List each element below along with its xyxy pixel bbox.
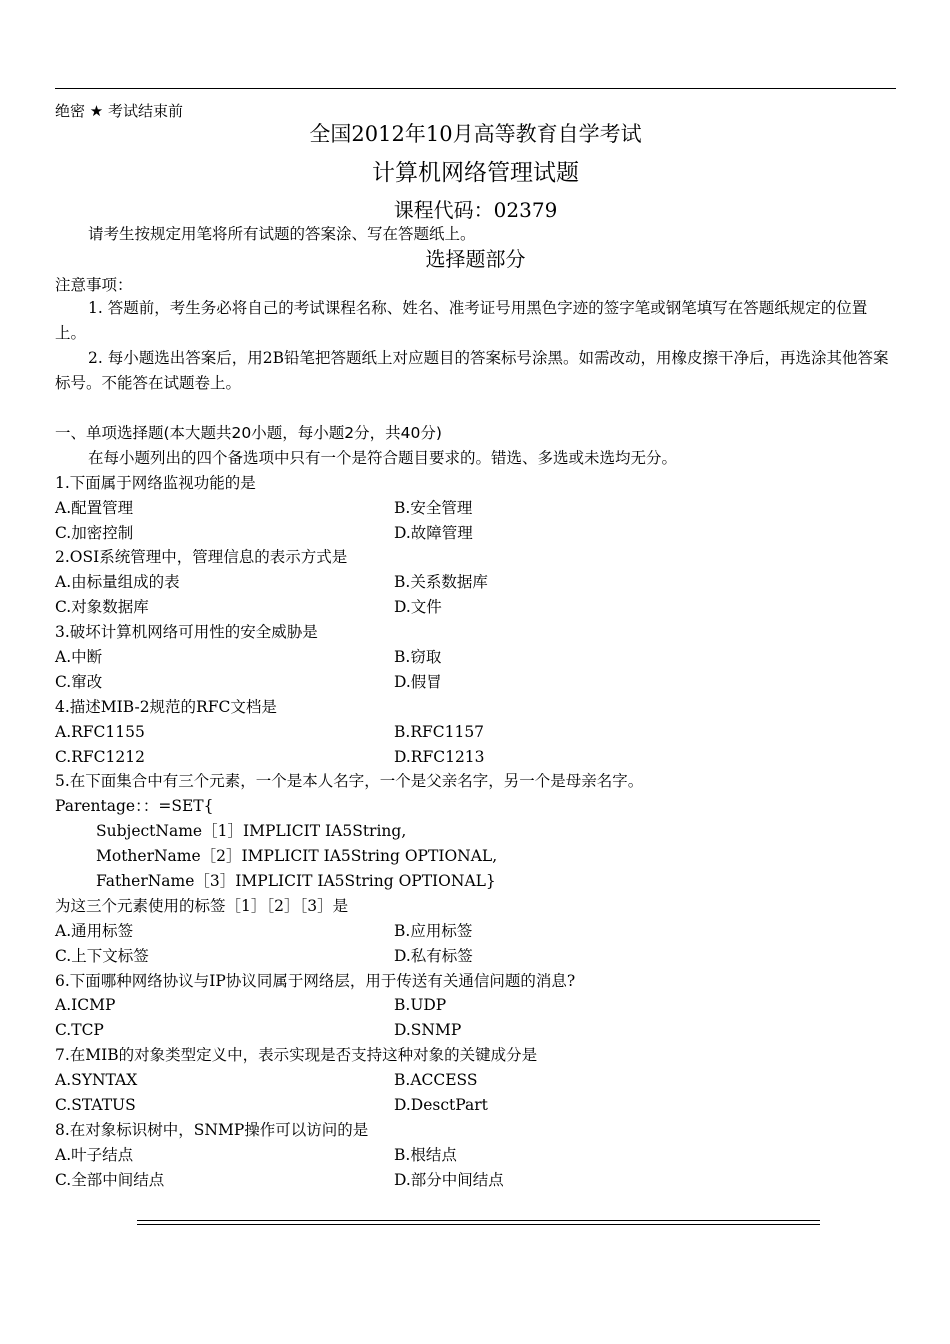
question-5-code-line: SubjectName［1］IMPLICIT IA5String, xyxy=(96,822,407,840)
note-item-2: 2. 每小题选出答案后，用2B铅笔把答题纸上对应题目的答案标号涂黑。如需改动，用橡皮擦干净后，再选涂其他答案标号。不能答在试题卷上。 xyxy=(55,349,889,392)
question-5-option-d: D.私有标签 xyxy=(394,947,473,965)
question-3-option-b: B.窃取 xyxy=(394,648,442,666)
question-4-stem: 4.描述MIB-2规范的RFC文档是 xyxy=(55,698,277,716)
top-rule xyxy=(55,88,896,89)
answer-instruction: 请考生按规定用笔将所有试题的答案涂、写在答题纸上。 xyxy=(88,225,476,243)
question-6-option-b: B.UDP xyxy=(394,996,447,1014)
question-5-tail: 为这三个元素使用的标签［1］［2］［3］是 xyxy=(55,897,349,915)
question-7-option-d: D.DesctPart xyxy=(394,1096,488,1114)
exam-title: 全国2012年10月高等教育自学考试 xyxy=(309,122,642,146)
question-1-option-b: B.安全管理 xyxy=(394,499,473,517)
question-1-option-a: A.配置管理 xyxy=(55,499,134,517)
question-3-option-a: A.中断 xyxy=(55,648,103,666)
question-5-option-c: C.上下文标签 xyxy=(55,947,149,965)
question-4-option-d: D.RFC1213 xyxy=(394,748,485,766)
question-5-code-line: Parentage：：=SET{ xyxy=(55,797,214,815)
part-title: 选择题部分 xyxy=(425,247,526,271)
question-4-option-b: B.RFC1157 xyxy=(394,723,485,741)
exam-page xyxy=(55,0,896,1344)
section-title: 一、单项选择题(本大题共20小题，每小题2分，共40分) xyxy=(55,424,442,442)
paper-title: 计算机网络管理试题 xyxy=(372,160,579,186)
question-3-stem: 3.破坏计算机网络可用性的安全威胁是 xyxy=(55,623,318,641)
question-6-option-d: D.SNMP xyxy=(394,1021,462,1039)
secret-label: 绝密 ★ 考试结束前 xyxy=(55,102,183,120)
question-1-option-d: D.故障管理 xyxy=(394,524,473,542)
question-5-stem: 5.在下面集合中有三个元素，一个是本人名字，一个是父亲名字，另一个是母亲名字。 xyxy=(55,772,644,790)
question-7-option-b: B.ACCESS xyxy=(394,1071,478,1089)
question-6-option-c: C.TCP xyxy=(55,1021,104,1039)
question-8-option-b: B.根结点 xyxy=(394,1146,457,1164)
course-code: 课程代码：02379 xyxy=(393,198,558,222)
question-2-option-b: B.关系数据库 xyxy=(394,573,488,591)
question-2-option-d: D.文件 xyxy=(394,598,442,616)
question-6-stem: 6.下面哪种网络协议与IP协议同属于网络层，用于传送有关通信问题的消息? xyxy=(55,972,576,990)
notes-title: 注意事项： xyxy=(55,276,133,294)
question-1-stem: 1.下面属于网络监视功能的是 xyxy=(55,474,256,492)
question-7-option-c: C.STATUS xyxy=(55,1096,136,1114)
question-8-option-d: D.部分中间结点 xyxy=(394,1171,504,1189)
bottom-double-rule xyxy=(137,1220,820,1225)
question-5-option-b: B.应用标签 xyxy=(394,922,473,940)
question-8-stem: 8.在对象标识树中，SNMP操作可以访问的是 xyxy=(55,1121,369,1139)
question-6-option-a: A.ICMP xyxy=(55,996,116,1014)
question-1-option-c: C.加密控制 xyxy=(55,524,134,542)
question-5-code-line: FatherName［3］IMPLICIT IA5String OPTIONAL} xyxy=(96,872,496,890)
question-2-option-c: C.对象数据库 xyxy=(55,598,149,616)
question-7-option-a: A.SYNTAX xyxy=(55,1071,138,1089)
question-7-stem: 7.在MIB的对象类型定义中，表示实现是否支持这种对象的关键成分是 xyxy=(55,1046,538,1064)
question-8-option-c: C.全部中间结点 xyxy=(55,1171,165,1189)
question-3-option-c: C.窜改 xyxy=(55,673,103,691)
section-instruction: 在每小题列出的四个备选项中只有一个是符合题目要求的。错选、多选或未选均无分。 xyxy=(88,449,678,467)
question-3-option-d: D.假冒 xyxy=(394,673,442,691)
question-8-option-a: A.叶子结点 xyxy=(55,1146,134,1164)
question-2-option-a: A.由标量组成的表 xyxy=(55,573,180,591)
note-item-1: 1. 答题前，考生务必将自己的考试课程名称、姓名、准考证号用黑色字迹的签字笔或钢笔填写在答题纸规定的位置上。 xyxy=(55,299,868,342)
question-2-stem: 2.OSI系统管理中，管理信息的表示方式是 xyxy=(55,548,348,566)
question-5-code-line: MotherName［2］IMPLICIT IA5String OPTIONAL, xyxy=(96,847,498,865)
question-4-option-a: A.RFC1155 xyxy=(55,723,145,741)
question-5-option-a: A.通用标签 xyxy=(55,922,134,940)
question-4-option-c: C.RFC1212 xyxy=(55,748,145,766)
